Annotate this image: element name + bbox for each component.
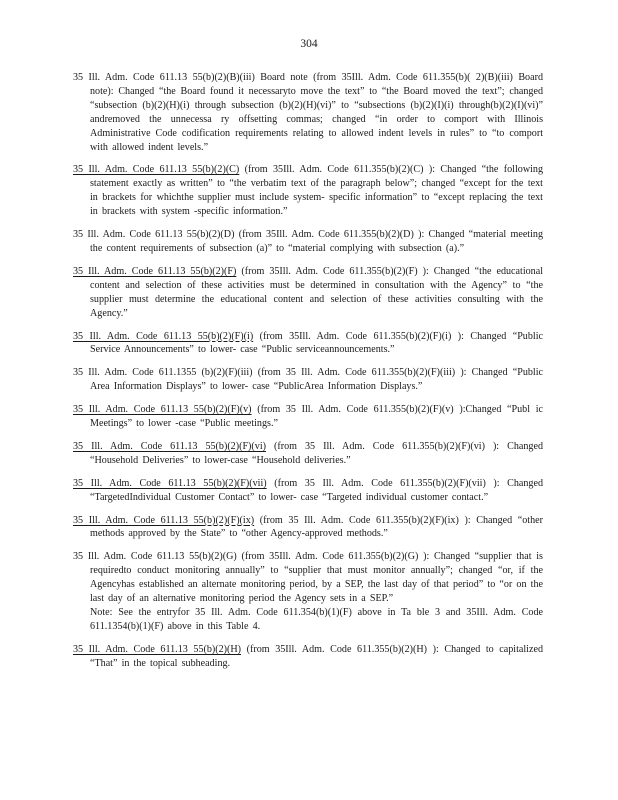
entry-text: (from 35Ill. Adm. Code 611.355(b)(2)(F) ): Changed “the educational content and selection of these activities must be determined in consultation with the Agency” to “the supplier must determine the educational content and selection of these activities consulting with the Agency.”: [90, 265, 543, 319]
entry-citation: 35 Ill. Adm. Code 611.13 55(b)(2)(F)(i): [73, 330, 254, 342]
entry-citation: 35 Ill. Adm. Code 611.13 55(b)(2)(F)(vii): [73, 477, 267, 489]
entry-text: (from 35Ill. Adm. Code 611.355(b)(2)(C) ): Changed “the following statement exactly as written” to “the verbatim text of the paragraph below”; changed “except for the text in brackets for whichthe supplier must include system- specific information” to “except replacing the text in brackets with system -specific information.”: [90, 164, 544, 218]
entry-citation: 35 Ill. Adm. Code 611.13 55(b)(2)(G): [73, 551, 237, 563]
entry-citation: 35 Ill. Adm. Code 611.13 55(b)(2)(F): [73, 265, 237, 277]
entry-citation: 35 Ill. Adm. Code 611.13 55(b)(2)(H): [73, 643, 242, 655]
list-item: [73, 228, 543, 256]
list-item: [73, 477, 543, 505]
entry-citation: 35 Ill. Adm. Code 611.13 55(b)(2)(C): [73, 164, 240, 176]
entry-text: (from 35 Ill. Adm. Code 611.355(b)(2)(F)(ix) ): Changed “other methods approved by the State” to “other Agency-approved methods.”: [90, 514, 544, 540]
entry-note: Note: See the entryfor 35 Ill. Adm. Code 611.354(b)(1)(F) above in Ta ble 3 and 35Ill. Adm. Code 611.1354(b)(1)(F) above in this Table 4.: [90, 607, 543, 632]
list-item: [73, 330, 543, 358]
entry-text: (from 35 Ill. Adm. Code 611.355(b)(2)(F)(vii) ): Changed “TargetedIndividual Customer Contact” to lower- case “Targeted individual customer contact.”: [90, 477, 544, 503]
entry-text: (from 35Ill. Adm. Code 611.355(b)(2)(F)(i) ): Changed “Public Service Announcements” to lower- case “Public serviceannouncements.”: [90, 330, 543, 356]
entry-text: (from 35 Ill. Adm. Code 611.355(b)(2)(F)(iii) ): Changed “Public Area Information Displays” to lower- case “PublicArea Information Displays.”: [90, 367, 544, 393]
list-item: [73, 71, 543, 154]
list-item: [73, 265, 543, 321]
entry-text: (from 35 Ill. Adm. Code 611.355(b)(2)(F)(v) ):Changed “Publ ic Meetings” to lower -case “Public meetings.”: [90, 404, 543, 430]
entry-citation: 35 Ill. Adm. Code 611.1355 (b)(2)(F)(iii): [73, 367, 253, 379]
list-item: [73, 403, 543, 431]
list-item: [73, 643, 543, 671]
entry-citation: 35 Ill. Adm. Code 611.13 55(b)(2)(B)(iii): [73, 72, 255, 83]
entry-text: Board note (from 35Ill. Adm. Code 611.355(b)( 2)(B)(iii) Board note): Changed “the Board found it necessaryto move the text” to “the Board moved the text”; changed “subsection (b)(2)(H)(i) through subsection (b)(2)(H)(vi)” to “subsections (b)(2)(I)(i) through(b)(2)(I)(vi)” andremoved the unnecessa ry offsetting commas; changed “in order to comport with Illinois Administrative Code codification requirements relating to allowed indent levels in rules” to “to comport with allowed indent levels.”: [90, 72, 543, 153]
entry-text: (from 35 Ill. Adm. Code 611.355(b)(2)(F)(vi) ): Changed “Household Deliveries” to lower-case “Household deliveries.”: [90, 440, 544, 466]
entry-citation: 35 Ill. Adm. Code 611.13 55(b)(2)(D): [73, 229, 235, 241]
list-item: [73, 514, 543, 542]
list-item: [73, 366, 543, 394]
entry-citation: 35 Ill. Adm. Code 611.13 55(b)(2)(F)(v): [73, 404, 252, 416]
list-item: [73, 163, 543, 219]
entry-citation: 35 Ill. Adm. Code 611.13 55(b)(2)(F)(vi): [73, 440, 266, 452]
entry-citation: 35 Ill. Adm. Code 611.13 55(b)(2)(F)(ix): [73, 514, 255, 526]
entry-text: (from 35Ill. Adm. Code 611.355(b)(2)(H) ): Changed to capitalized “That” in the topical subheading.: [90, 643, 543, 669]
list-item: [73, 550, 543, 633]
page-number: 304: [300, 38, 318, 50]
list-item: [73, 440, 543, 468]
entry-text: (from 35Ill. Adm. Code 611.355(b)(2)(G) ): Changed “supplier that is requiredto conduct monitoring annually” to “supplier that must monitor annually”; changed “or, if the Agencyhas established an alternate monitoring period, by a SEP, the last day of that period” to “or on the last day of an alternative monitoring period the Agency sets in a SEP.”: [90, 551, 543, 605]
amendment-list: [73, 71, 543, 680]
entry-text: (from 35Ill. Adm. Code 611.355(b)(2)(D) ): Changed “material meeting the content requirements of subsection (a)” to “material complying with subsection (a).”: [90, 229, 544, 254]
